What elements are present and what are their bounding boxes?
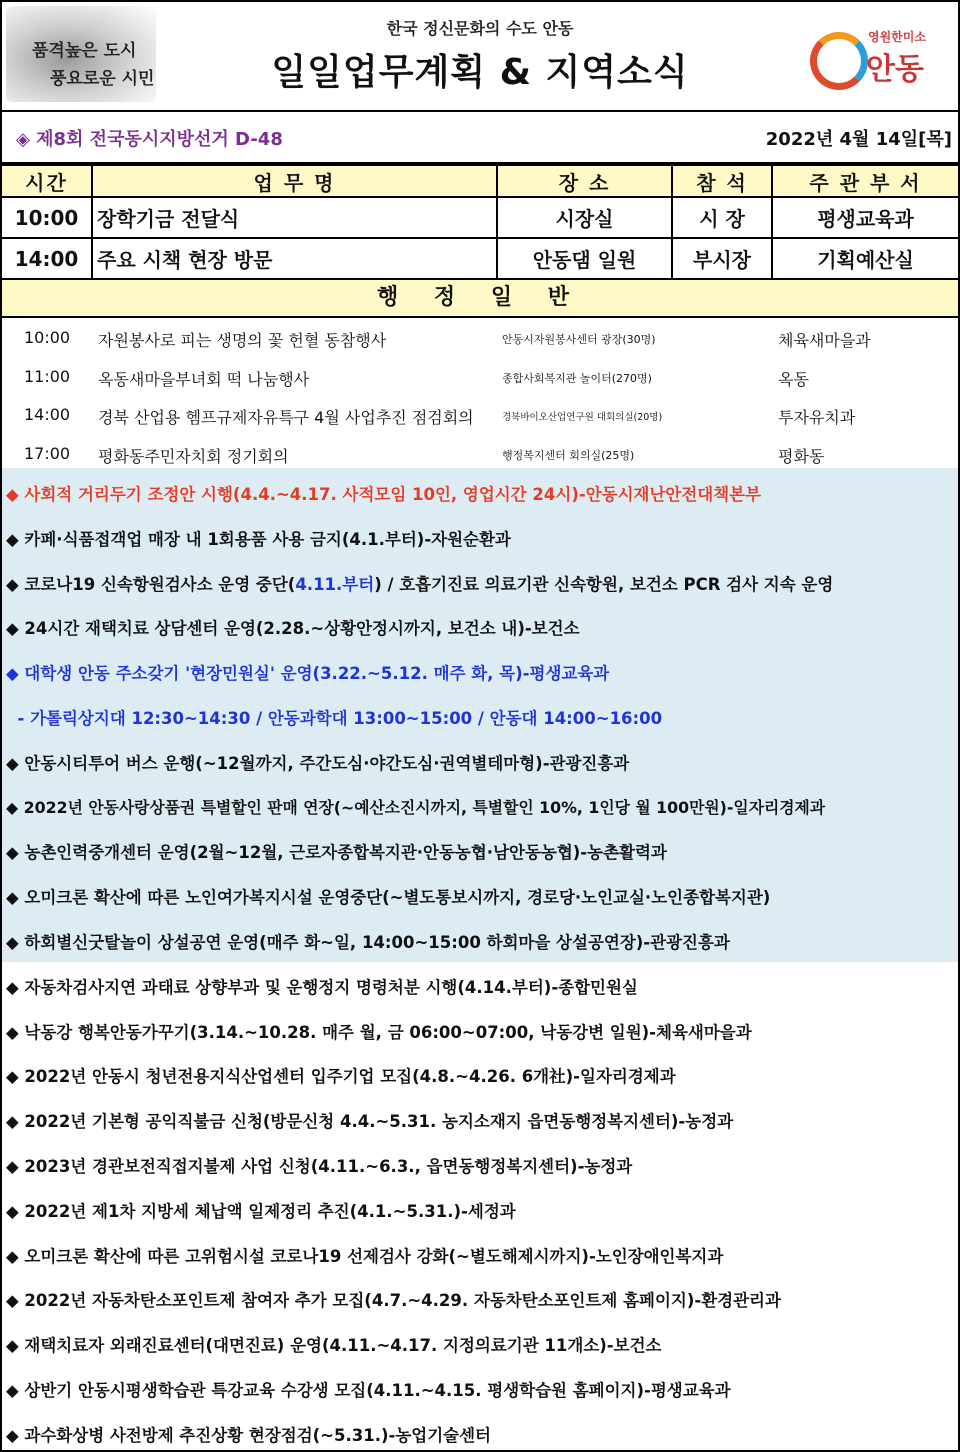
slogan-logo-line2: 풍요로운 시민: [50, 69, 155, 89]
schedule-attendee: 시 장: [672, 197, 772, 238]
col-header-dept: 주 관 부 서: [772, 165, 958, 197]
schedule-task: 장학기금 전달식: [92, 197, 497, 238]
list-item: [2, 737, 958, 782]
andong-city-logo: [810, 24, 940, 90]
news-text: ◆ 오미크론 확산에 따른 노인여가복지시설 운영중단(~별도통보시까지, 경로당·노인교실·노인종합복지관): [6, 888, 771, 908]
local-news-list: [2, 468, 958, 1452]
schedule-time: 10:00: [2, 197, 92, 238]
admin-place: 경북바이오산업연구원 대회의실(20명): [502, 412, 663, 423]
admin-content: 자원봉사로 피는 생명의 꽃 헌혈 동참행사: [98, 331, 387, 350]
list-item: [2, 961, 958, 1006]
news-text: ◆ 낙동강 행복안동가꾸기(3.14.~10.28. 매주 월, 금 06:00~07:00, 낙동강변 일원)-체육새마을과: [6, 1022, 752, 1042]
list-item: [2, 468, 958, 513]
admin-list: [2, 318, 958, 474]
list-item: [2, 1095, 958, 1140]
list-item: [2, 1274, 958, 1319]
list-item: [2, 434, 958, 473]
news-text: ◆ 2022년 자동차탄소포인트제 참여자 추가 모집(4.7.~4.29. 자동차탄소포인트제 홈페이지)-환경관리과: [6, 1291, 781, 1311]
list-item: [2, 1230, 958, 1275]
news-text: ◆ 2022년 안동사랑상품권 특별할인 판매 연장(~예산소진시까지, 특별할인 10%, 1인당 월 100만원)-일자리경제과: [6, 797, 825, 817]
admin-time: 14:00: [24, 405, 71, 424]
schedule-dept: 평생교육과: [772, 197, 958, 238]
news-text: ◆ 안동시티투어 버스 운행(~12월까지, 주간도심·야간도심·권역별테마형)-관광진흥과: [6, 753, 630, 773]
list-item: [2, 1364, 958, 1409]
news-text-part: ) / 호흡기진료 의료기관 신속항원, 보건소 PCR 검사 지속 운영: [374, 574, 834, 594]
schedule-header-row: [2, 165, 958, 197]
col-header-time: 시간: [2, 165, 92, 197]
schedule-dept: 기획예산실: [772, 238, 958, 279]
schedule-place: 시장실: [497, 197, 672, 238]
news-text: ◆ 2022년 안동시 청년전용지식산업센터 입주기업 모집(4.8.~4.26. 6개社)-일자리경제과: [6, 1067, 676, 1087]
list-item: [2, 513, 958, 558]
list-item: [2, 395, 958, 434]
list-item: [2, 1140, 958, 1185]
news-text: ◆ 2023년 경관보전직접지불제 사업 신청(4.11.~6.3., 읍면동행정복지센터)-농정과: [6, 1156, 633, 1176]
city-logo-slogan: 영원한미소: [868, 30, 926, 44]
admin-content: 경북 산업용 헴프규제자유특구 4월 사업추진 점검회의: [98, 408, 474, 427]
admin-place: 안동시자원봉사센터 광장(30명): [502, 333, 656, 346]
admin-content: 평화동주민자치회 정기회의: [98, 446, 289, 466]
list-item: [2, 782, 958, 827]
news-text: [6, 571, 833, 595]
news-text: ◆ 2022년 제1차 지방세 체납액 일제정리 추진(4.1.~5.31.)-세정과: [6, 1201, 516, 1221]
col-header-place: 장 소: [497, 165, 672, 197]
list-item: [2, 1409, 958, 1452]
city-emblem-icon: [810, 32, 868, 90]
news-text: ◆ 상반기 안동시평생학습관 특강교육 수강생 모집(4.11.~4.15. 평생학습원 홈페이지)-평생교육과: [6, 1380, 731, 1400]
admin-time: 10:00: [24, 328, 71, 347]
schedule-time: 14:00: [2, 238, 92, 279]
admin-dept: 체육새마을과: [778, 331, 871, 350]
page-title: 일일업무계획 & 지역소식: [271, 52, 689, 93]
news-text: ◆ 사회적 거리두기 조정안 시행(4.4.~4.17. 사적모임 10인, 영업시간 24시)-안동시재난안전대책본부: [6, 485, 762, 504]
news-text: ◆ 오미크론 확산에 따른 고위험시설 코로나19 선제검사 강화(~별도해제시까지)-노인장애인복지과: [6, 1246, 724, 1266]
admin-place: 종합사회복지관 놀이터(270명): [502, 371, 652, 385]
admin-place: 행정복지센터 회의실(25명): [502, 448, 635, 462]
list-item: [2, 916, 958, 961]
list-item: [2, 647, 958, 692]
admin-dept: 평화동: [778, 446, 825, 466]
list-item: [2, 602, 958, 647]
admin-time: 11:00: [24, 366, 71, 386]
admin-dept: 옥동: [778, 369, 809, 389]
list-item: [2, 1185, 958, 1230]
admin-section-title: 행 정 일 반: [2, 280, 958, 318]
table-row: [2, 238, 958, 279]
schedule-task: 주요 시책 현장 방문: [92, 238, 497, 279]
news-text: - 가톨릭상지대 12:30~14:30 / 안동과학대 13:00~15:00 / 안동대 14:00~16:00: [6, 708, 663, 728]
news-text: ◆ 24시간 재택치료 상담센터 운영(2.28.~상황안정시까지, 보건소 내)-보건소: [6, 619, 580, 639]
report-date: 2022년 4월 14일[목]: [765, 129, 952, 150]
schedule-attendee: 부시장: [672, 238, 772, 279]
city-logo-name: 안동: [866, 52, 924, 87]
list-item: [2, 558, 958, 603]
schedule-table: [2, 164, 958, 280]
table-row: [2, 197, 958, 238]
news-text: ◆ 농촌인력중개센터 운영(2월~12월, 근로자종합복지관·안동농협·남안동농협)-농촌활력과: [6, 843, 667, 863]
admin-dept: 투자유치과: [778, 408, 856, 427]
page-subtitle: 한국 정신문화의 수도 안동: [386, 19, 574, 38]
list-item: [2, 692, 958, 737]
election-dday: ◈ 제8회 전국동시지방선거 D-48: [16, 129, 283, 150]
news-text: ◆ 하회별신굿탈놀이 상설공연 운영(매주 화~일, 14:00~15:00 하회마을 상설공연장)-관광진흥과: [6, 932, 730, 952]
slogan-logo-line1: 품격높은 도시: [32, 41, 137, 61]
admin-content: 옥동새마을부녀회 떡 나눔행사: [98, 369, 310, 389]
header: [2, 2, 958, 112]
info-bar: [2, 112, 958, 164]
list-item: [2, 318, 958, 357]
news-text: ◆ 자동차검사지연 과태료 상향부과 및 운행정지 명령처분 시행(4.14.부터)-종합민원실: [6, 977, 638, 997]
list-item: [2, 357, 958, 396]
news-text: ◆ 재택치료자 외래진료센터(대면진료) 운영(4.11.~4.17. 지정의료기관 11개소)-보건소: [6, 1336, 662, 1356]
list-item: [2, 1319, 958, 1364]
col-header-attendee: 참 석: [672, 165, 772, 197]
news-text: ◆ 2022년 기본형 공익직불금 신청(방문신청 4.4.~5.31. 농지소재지 읍면동행정복지센터)-농정과: [6, 1112, 734, 1132]
list-item: [2, 826, 958, 871]
schedule-place: 안동댐 일원: [497, 238, 672, 279]
col-header-task: 업 무 명: [92, 165, 497, 197]
news-text: ◆ 카페·식품접객업 매장 내 1회용품 사용 금지(4.1.부터)-자원순환과: [6, 529, 511, 549]
news-text-part: ◆ 코로나19 신속항원검사소 운영 중단(: [6, 574, 296, 594]
news-text-highlight: 4.11.부터: [295, 574, 375, 594]
list-item: [2, 1006, 958, 1051]
admin-time: 17:00: [24, 443, 71, 463]
list-item: [2, 871, 958, 916]
news-text: ◆ 과수화상병 사전방제 추진상황 현장점검(~5.31.)-농업기술센터: [6, 1425, 491, 1445]
news-text: ◆ 대학생 안동 주소갖기 '현장민원실' 운영(3.22.~5.12. 매주 화, 목)-평생교육과: [6, 664, 610, 684]
list-item: [2, 1050, 958, 1095]
